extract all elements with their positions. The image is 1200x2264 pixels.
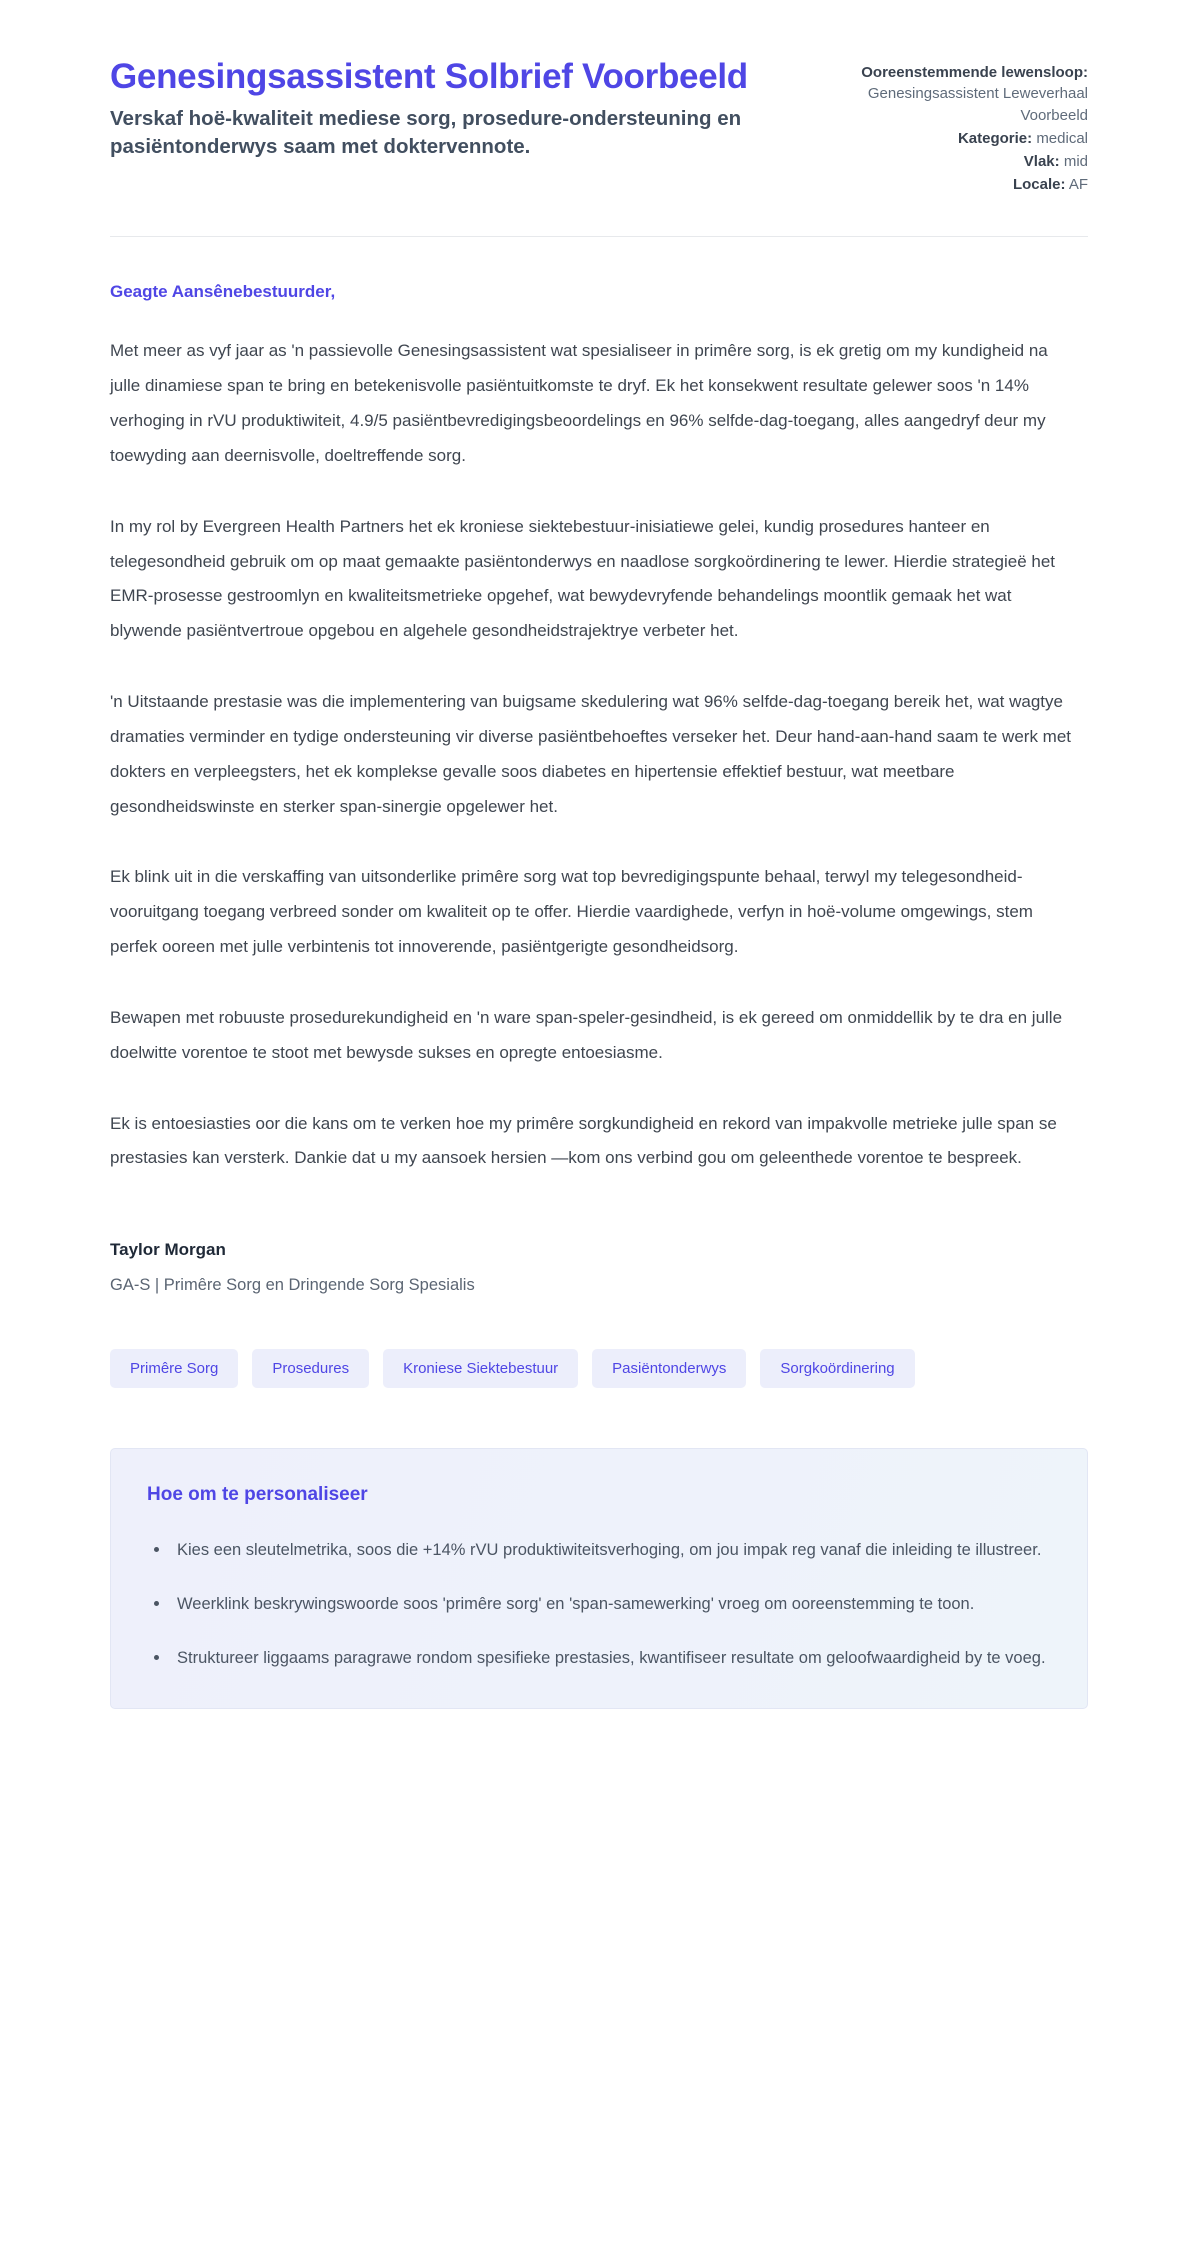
letter-paragraph: Ek blink uit in die verskaffing van uitsonderlike primêre sorg wat top bevredigingspunte behaal, terwyl my telegesondheid-vooruitgang toegang verbreed sonder om kwaliteit op te offer. Hierdie vaardighede, verfyn in hoë-volume omgewings, stem perfek ooreen met julle verbintenis tot innoverende, pasiëntgerigte gesondheidsorg. — [110, 867, 1033, 957]
callout-item-text: Kies een sleutelmetrika, soos die +14% rVU produktiwiteitsverhoging, om jou impak reg vanaf die inleiding te illustreer. — [177, 1540, 1042, 1559]
meta-row-locale — [818, 174, 1088, 195]
signature-block — [110, 1238, 1088, 1297]
meta-value: Genesingsassistent Leweverhaal Voorbeeld — [867, 85, 1088, 124]
cover-letter-body — [110, 237, 1088, 1177]
tag-list — [110, 1349, 1088, 1388]
meta-label: Kategorie: — [957, 129, 1033, 147]
personalization-callout — [110, 1448, 1088, 1709]
meta-value: mid — [1063, 153, 1088, 171]
page-title: Genesingsassistent Solbrief Voorbeeld — [110, 57, 748, 96]
signature-name: Taylor Morgan — [110, 1240, 226, 1260]
meta-label: Vlak: — [1023, 153, 1060, 171]
meta-row-level — [818, 151, 1088, 172]
callout-list-item — [147, 1642, 1049, 1674]
bullet-icon — [154, 1655, 159, 1660]
letter-paragraph: Ek is entoesiasties oor die kans om te verken hoe my primêre sorgkundigheid en rekord van impakvolle metrieke julle span se prestasies kan versterk. Dankie dat u my aansoek hersien —kom ons verbind gou om geleenthede vorentoe te bespreek. — [110, 1113, 1057, 1168]
meta-label: Ooreenstemmende lewensloop: — [861, 64, 1088, 81]
signature-role: GA-S | Primêre Sorg en Dringende Sorg Spesialis — [110, 1276, 475, 1295]
bullet-icon — [154, 1601, 159, 1606]
meta-label: Locale: — [1012, 176, 1066, 194]
salutation: Geagte Aansênebestuurder, — [110, 281, 336, 301]
page-subtitle: Verskaf hoë-kwaliteit mediese sorg, prosedure-ondersteuning en pasiëntonderwys saam met doktervennote. — [110, 106, 742, 158]
tag-chip[interactable]: Pasiëntonderwys — [592, 1349, 746, 1388]
document-header — [110, 56, 1088, 198]
bullet-icon — [154, 1547, 159, 1552]
meta-value: medical — [1036, 129, 1088, 147]
meta-row-category — [818, 128, 1088, 149]
letter-paragraph: 'n Uitstaande prestasie was die implementering van buigsame skedulering wat 96% selfde-dag-toegang bereik het, wat wagtye dramaties verminder en tydige ondersteuning vir diverse pasiëntbehoeftes verseker het. Deur hand-aan-hand saam te werk met dokters en verpleegsters, het ek komplekse gevalle soos diabetes en hipertensie effektief bestuur, wat meetbare gesondheidswinste en sterker span-sinergie opgelewer het. — [110, 692, 1072, 816]
meta-value: AF — [1068, 176, 1088, 194]
callout-item-text: Struktureer liggaams paragrawe rondom spesifieke prestasies, kwantifiseer resultate om geloofwaardigheid by te voeg. — [177, 1649, 1046, 1668]
callout-list-item — [147, 1588, 1049, 1620]
tag-chip[interactable]: Kroniese Siektebestuur — [383, 1349, 578, 1388]
document-metadata — [818, 56, 1088, 198]
tag-chip[interactable]: Primêre Sorg — [110, 1349, 238, 1388]
callout-item-text: Weerklink beskrywingswoorde soos 'primêre sorg' en 'span-samewerking' vroeg om ooreenstemming te toon. — [177, 1595, 975, 1614]
tag-chip[interactable]: Sorgkoördinering — [760, 1349, 914, 1388]
letter-paragraph: Met meer as vyf jaar as 'n passievolle Genesingsassistent wat spesialiseer in primêre sorg, is ek gretig om my kundigheid na julle dinamiese span te bring en betekenisvolle pasiëntuitkomste te dryf. Ek het konsekwent resultate gelewer soos 'n 14% verhoging in rVU produktiwiteit, 4.9/5 pasiëntbevredigingsbeoordelings en 96% selfde-dag-toegang, alles aangedryf deur my toewyding aan deernisvolle, doeltreffende sorg. — [110, 341, 1048, 465]
callout-title: Hoe om te personaliseer — [147, 1484, 368, 1506]
letter-paragraph: In my rol by Evergreen Health Partners het ek kroniese siektebestuur-inisiatiewe gelei, kundig prosedures hanteer en telegesondheid gebruik om op maat gemaakte pasiëntonderwys en naadlose sorgkoördinering te lewer. Hierdie strategieë het EMR-prosesse gestroomlyn en kwaliteitsmetrieke opgehef, wat bewydevryfende behandelings moontlik gemaak het wat blywende pasiëntvertroue opgebou en algehele gesondheidstrajektrye verbeter het. — [110, 516, 1056, 641]
callout-list-item — [147, 1534, 1049, 1566]
letter-paragraph: Bewapen met robuuste prosedurekundigheid en 'n ware span-speler-gesindheid, is ek gereed om onmiddellik by te dra en julle doelwitte vorentoe te stoot met bewysde sukses en opregte entoesiasme. — [110, 1007, 1063, 1062]
meta-row-matching-resume — [818, 62, 1088, 126]
tag-chip[interactable]: Prosedures — [252, 1349, 369, 1388]
callout-list — [147, 1534, 1049, 1675]
header-left — [110, 56, 770, 161]
